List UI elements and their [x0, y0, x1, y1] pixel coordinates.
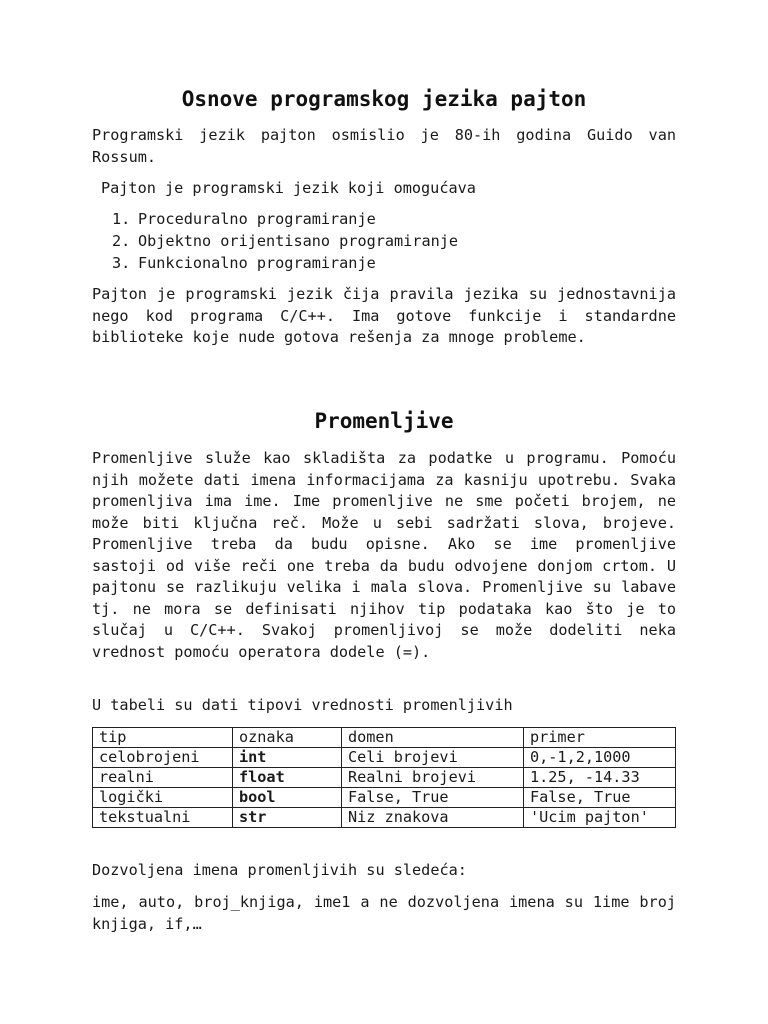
- allowed-names-intro: Dozvoljena imena promenljivih su sledeća:: [92, 861, 467, 879]
- page-title: Osnove programskog jezika pajton: [181, 87, 587, 111]
- variables-paragraph: Promenljive služe kao skladišta za podatke u programu. Pomoću njih možete dati imena informacijama za kasniju upotrebu. Svaka promenljiva ima ime. Ime promenljive ne sme početi brojem, ne može biti ključna reč. Može u sebi sadržati slova, brojeve. Promenljive treba da budu opisne. Ako se ime promenljive sastoji od više reči one treba da budu odvojene donjom crtom. U pajtonu se razlikuju velika i mala slova. Promenljive su labave tj. ne mora se definisati njihov tip podataka kao što je to slučaj u C/C++. Svakoj promenljivoj se može dodeliti neka vrednost pomoću operatora dodele (=).: [92, 449, 676, 661]
- rules-paragraph: Pajton je programski jezik čija pravila jezika su jednostavnija nego kod programa C/C++. Ima gotove funkcije i standardne biblioteke koje nude gotova rešenja za mnoge probleme.: [92, 285, 676, 346]
- list-item: 3. Funkcionalno programiranje: [112, 254, 376, 272]
- table-header-row: tip oznaka domen primer: [93, 728, 676, 748]
- table-intro: U tabeli su dati tipovi vrednosti promenljivih: [92, 696, 513, 714]
- list-intro: Pajton je programski jezik koji omogućava: [101, 179, 476, 197]
- allowed-names-paragraph: ime, auto, broj_knjiga, ime1 a ne dozvoljena imena su 1ime broj knjiga, if,…: [92, 893, 676, 933]
- section-title: Promenljive: [314, 409, 454, 433]
- intro-paragraph: Programski jezik pajton osmislio je 80-ih godina Guido van Rossum.: [92, 126, 676, 166]
- table-row: realni float Realni brojevi 1.25, -14.33: [93, 768, 676, 788]
- types-table: [92, 727, 676, 828]
- table-row: tekstualni str Niz znakova 'Ucim pajton': [93, 808, 676, 828]
- list-item: 1. Proceduralno programiranje: [112, 210, 376, 228]
- table-row: celobrojeni int Celi brojevi 0,-1,2,1000: [93, 748, 676, 768]
- list-item: 2. Objektno orijentisano programiranje: [112, 232, 459, 250]
- paradigm-list: [112, 208, 458, 274]
- table-row: logički bool False, True False, True: [93, 788, 676, 808]
